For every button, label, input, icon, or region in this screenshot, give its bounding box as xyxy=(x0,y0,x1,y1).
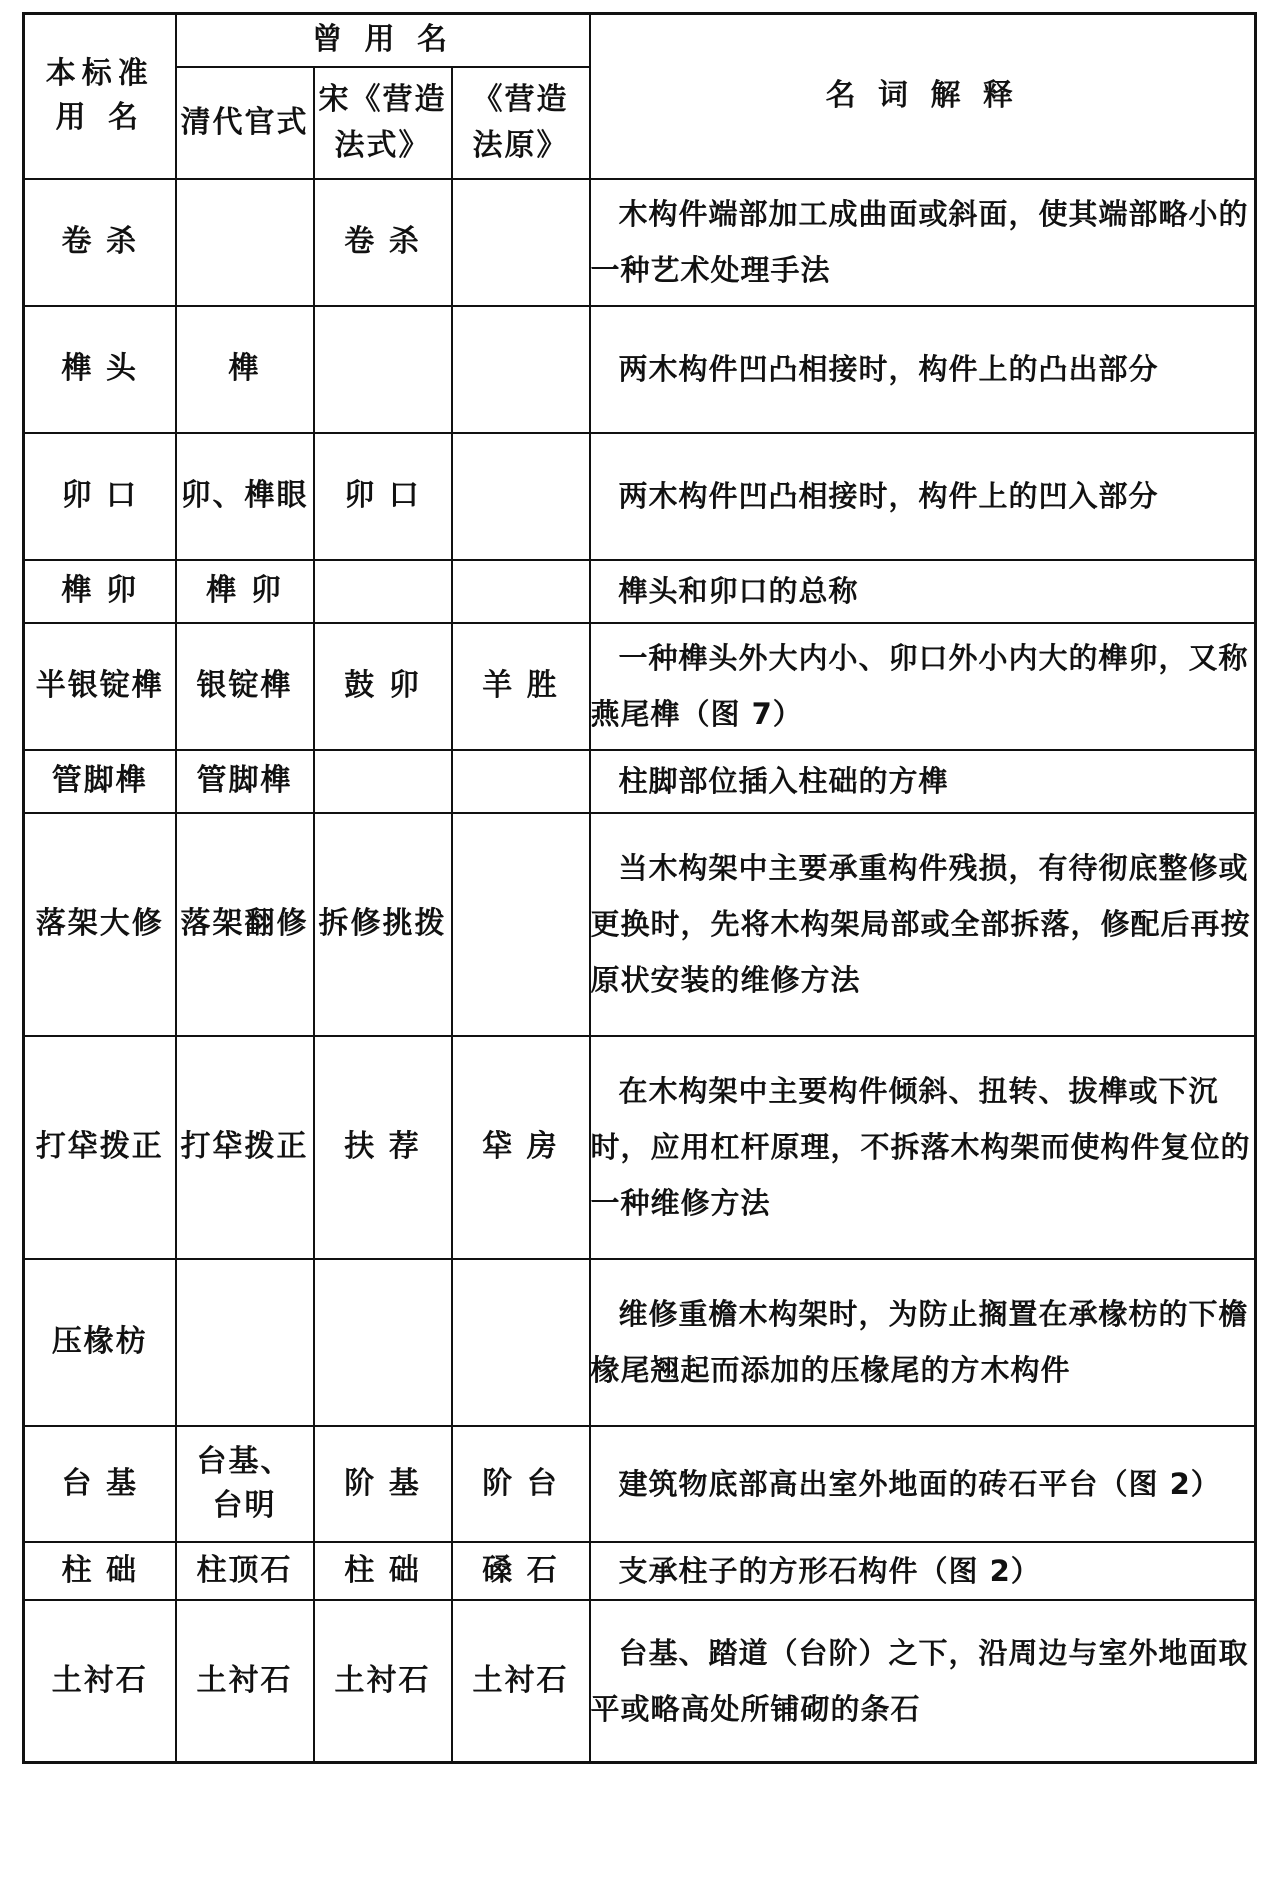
std-name-cell: 打牮拨正 xyxy=(24,1036,176,1259)
terminology-table xyxy=(22,12,1257,1764)
definition-cell: 两木构件凹凸相接时，构件上的凸出部分 xyxy=(590,306,1256,433)
definition-cell: 木构件端部加工成曲面或斜面，使其端部略小的一种艺术处理手法 xyxy=(590,179,1256,306)
song-name-cell: 扶 荐 xyxy=(314,1036,452,1259)
song-name-cell: 土衬石 xyxy=(314,1600,452,1763)
std-name-cell: 卷 杀 xyxy=(24,179,176,306)
song-name-cell xyxy=(314,306,452,433)
table-row xyxy=(24,1600,1256,1763)
qing-name-cell: 卯、榫眼 xyxy=(176,433,314,560)
qing-name-cell: 银锭榫 xyxy=(176,623,314,750)
song-name-cell: 柱 础 xyxy=(314,1542,452,1600)
fayuan-name-cell: 牮 房 xyxy=(452,1036,590,1259)
table-row xyxy=(24,750,1256,813)
fayuan-name-cell xyxy=(452,813,590,1036)
std-name-cell: 半银锭榫 xyxy=(24,623,176,750)
header-definition: 名 词 解 释 xyxy=(590,14,1256,179)
std-name-cell: 落架大修 xyxy=(24,813,176,1036)
song-name-cell: 鼓 卯 xyxy=(314,623,452,750)
table-row xyxy=(24,1259,1256,1426)
qing-name-cell: 打牮拨正 xyxy=(176,1036,314,1259)
std-name-cell: 榫 卯 xyxy=(24,560,176,623)
qing-name-cell: 柱顶石 xyxy=(176,1542,314,1600)
table-row xyxy=(24,560,1256,623)
qing-name-cell: 土衬石 xyxy=(176,1600,314,1763)
header-qing: 清代官式 xyxy=(176,67,314,179)
song-name-cell xyxy=(314,560,452,623)
table-row xyxy=(24,306,1256,433)
definition-cell: 两木构件凹凸相接时，构件上的凹入部分 xyxy=(590,433,1256,560)
std-name-cell: 卯 口 xyxy=(24,433,176,560)
table-row xyxy=(24,813,1256,1036)
fayuan-name-cell xyxy=(452,1259,590,1426)
definition-cell: 在木构架中主要构件倾斜、扭转、拔榫或下沉时，应用杠杆原理，不拆落木构架而使构件复位的一种维修方法 xyxy=(590,1036,1256,1259)
definition-cell: 一种榫头外大内小、卯口外小内大的榫卯，又称燕尾榫（图 7） xyxy=(590,623,1256,750)
definition-cell: 柱脚部位插入柱础的方榫 xyxy=(590,750,1256,813)
song-name-cell xyxy=(314,750,452,813)
std-name-cell: 柱 础 xyxy=(24,1542,176,1600)
song-name-cell: 卷 杀 xyxy=(314,179,452,306)
fayuan-name-cell xyxy=(452,179,590,306)
fayuan-name-cell: 阶 台 xyxy=(452,1426,590,1542)
fayuan-name-cell xyxy=(452,433,590,560)
table-row xyxy=(24,179,1256,306)
fayuan-name-cell xyxy=(452,750,590,813)
table-row xyxy=(24,1542,1256,1600)
definition-cell: 榫头和卯口的总称 xyxy=(590,560,1256,623)
std-name-cell: 土衬石 xyxy=(24,1600,176,1763)
table-row xyxy=(24,1036,1256,1259)
header-former-names: 曾 用 名 xyxy=(176,14,590,67)
definition-cell: 当木构架中主要承重构件残损，有待彻底整修或更换时，先将木构架局部或全部拆落，修配后再按原状安装的维修方法 xyxy=(590,813,1256,1036)
header-song: 宋《营造 法式》 xyxy=(314,67,452,179)
table-row xyxy=(24,623,1256,750)
fayuan-name-cell xyxy=(452,560,590,623)
song-name-cell: 阶 基 xyxy=(314,1426,452,1542)
header-std-name: 本标准 用 名 xyxy=(24,14,176,179)
song-name-cell xyxy=(314,1259,452,1426)
definition-cell: 维修重檐木构架时，为防止搁置在承椽枋的下檐椽尾翘起而添加的压椽尾的方木构件 xyxy=(590,1259,1256,1426)
qing-name-cell: 榫 xyxy=(176,306,314,433)
terminology-table-page xyxy=(22,12,1254,1764)
header-row-1 xyxy=(24,14,1256,67)
qing-name-cell xyxy=(176,1259,314,1426)
definition-cell: 支承柱子的方形石构件（图 2） xyxy=(590,1542,1256,1600)
definition-cell: 台基、踏道（台阶）之下，沿周边与室外地面取平或略高处所铺砌的条石 xyxy=(590,1600,1256,1763)
std-name-cell: 管脚榫 xyxy=(24,750,176,813)
fayuan-name-cell: 磉 石 xyxy=(452,1542,590,1600)
std-name-cell: 压椽枋 xyxy=(24,1259,176,1426)
song-name-cell: 拆修挑拨 xyxy=(314,813,452,1036)
qing-name-cell: 台基、 台明 xyxy=(176,1426,314,1542)
header-fayuan: 《营造 法原》 xyxy=(452,67,590,179)
std-name-cell: 榫 头 xyxy=(24,306,176,433)
song-name-cell: 卯 口 xyxy=(314,433,452,560)
fayuan-name-cell xyxy=(452,306,590,433)
std-name-cell: 台 基 xyxy=(24,1426,176,1542)
qing-name-cell: 榫 卯 xyxy=(176,560,314,623)
qing-name-cell: 管脚榫 xyxy=(176,750,314,813)
table-row xyxy=(24,433,1256,560)
table-row xyxy=(24,1426,1256,1542)
fayuan-name-cell: 土衬石 xyxy=(452,1600,590,1763)
fayuan-name-cell: 羊 胜 xyxy=(452,623,590,750)
definition-cell: 建筑物底部高出室外地面的砖石平台（图 2） xyxy=(590,1426,1256,1542)
qing-name-cell: 落架翻修 xyxy=(176,813,314,1036)
qing-name-cell xyxy=(176,179,314,306)
